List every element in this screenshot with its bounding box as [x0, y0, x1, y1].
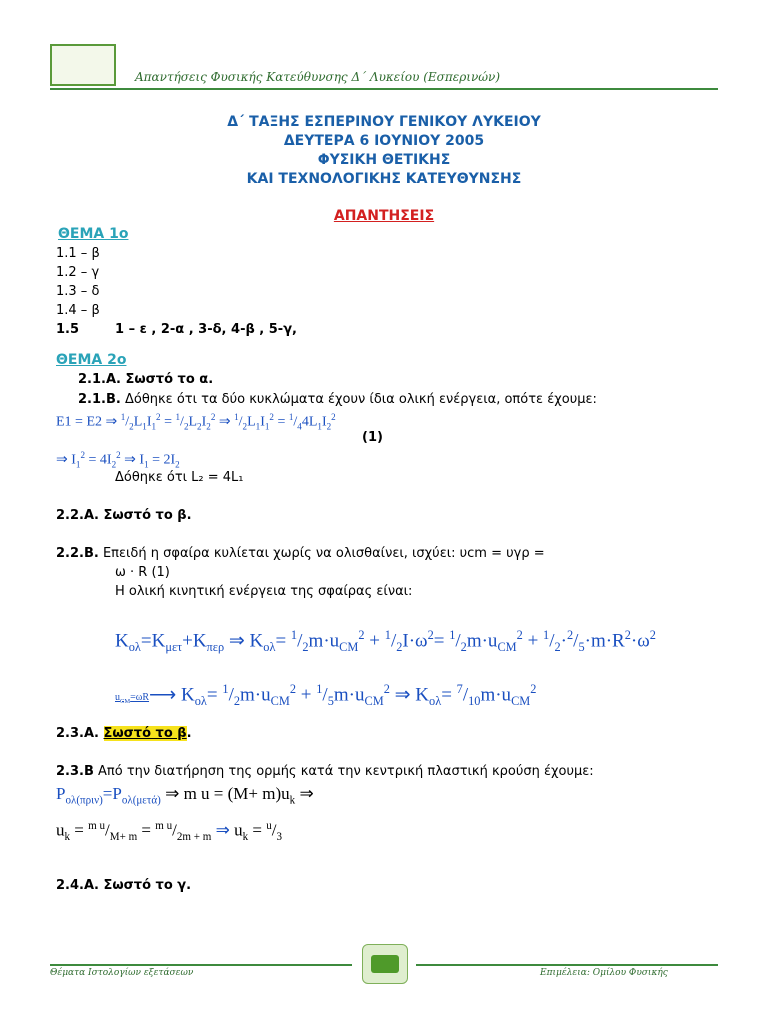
- answer-2-1-b: 2.1.Β. Δόθηκε ότι τα δύο κυκλώματα έχουν ίδια ολική ενέργεια, οπότε έχουμε:: [78, 392, 597, 407]
- given-inductance: Δόθηκε ότι L₂ = 4L₁: [115, 470, 244, 485]
- footer-left-text: Θέματα Ιστολογίων εξετάσεων: [50, 968, 194, 978]
- title-line-3: ΦΥΣΙΚΗ ΘΕΤΙΚΗΣ: [317, 152, 451, 168]
- answers-heading: ΑΠΑΝΤΗΣΕΙΣ: [333, 208, 435, 224]
- rolling-condition: ω · R (1): [115, 565, 170, 580]
- theme1-item: 1.2 – γ: [56, 265, 100, 280]
- title-line-2: ΔΕΥΤΕΡΑ 6 ΙΟΥΝΙΟΥ 2005: [283, 133, 485, 149]
- equation-energy: E1 = E2 ⇒ $^1/_2L_1I_1^2 = ^1/_2L_2I_2^2$ ⇒ $^1/_2L_1I_1^2 = ^1/_44L_1I_2^2$: [56, 412, 336, 432]
- equation-momentum: $P_{o\lambda(\pi\rho\iota\nu)}=P_{o\lambda(\mu\varepsilon\tau ά)}$ ⇒ m $u = (M+ m)u_k$ ⇒: [56, 784, 314, 807]
- theme1-item: 1.3 – δ: [56, 284, 100, 299]
- header-divider: [50, 88, 718, 90]
- equation-currents: ⇒ $I_1^2 = 4I_2^2$ ⇒ $I_1 = 2I_2$: [56, 450, 180, 470]
- header-logo: [50, 44, 116, 86]
- theme1-item5-num: 1.5: [56, 322, 80, 337]
- footer-logo-icon: [362, 944, 408, 984]
- theme1-item5-answers: 1 – ε , 2-α , 3-δ, 4-β , 5-γ,: [115, 322, 297, 337]
- footer-right-text: Επιμέλεια: Ομίλου Φυσικής: [540, 968, 668, 978]
- footer-divider-right: [416, 964, 718, 966]
- theme1-heading: ΘΕΜΑ 1ο: [58, 226, 129, 242]
- theme1-item: 1.1 – β: [56, 246, 100, 261]
- title-line-1: Δ΄ ΤΑΞΗΣ ΕΣΠΕΡΙΝΟΥ ΓΕΝΙΚΟΥ ΛΥΚΕΙΟΥ: [227, 114, 541, 130]
- equation-tag: (1): [362, 430, 383, 445]
- title-line-4: ΚΑΙ ΤΕΧΝΟΛΟΓΙΚΗΣ ΚΑΤΕΥΘΥΝΣΗΣ: [246, 171, 522, 187]
- theme2-heading: ΘΕΜΑ 2ο: [56, 352, 127, 368]
- equation-kinetic-energy: $K_{o\lambda}=K_{\mu\varepsilon\tau}+K_{\pi\varepsilon\rho}$ ⇒ $K_{o\lambda}= ^1/_2m\cdot u_{CM}^2 + ^1/_2I\cdot\omega^2= ^1/_2m\cdot u_{CM}^2 + ^1/_2\cdot^2/_5\cdot m\cdot R^2\cdot\omega^2$: [115, 628, 656, 655]
- answer-2-2-a: 2.2.Α. Σωστό το β.: [56, 508, 192, 523]
- theme1-item: 1.4 – β: [56, 303, 100, 318]
- answer-2-3-b: 2.3.Β Από την διατήρηση της ορμής κατά την κεντρική πλαστική κρούση έχουμε:: [56, 764, 594, 779]
- equation-final-velocity: $u_k = ^{m u}/_{M+ m} = ^{m u}/_{2m + m}$ ⇒ $u_k = ^u/_3$: [56, 820, 283, 844]
- answer-2-1-a: 2.1.Α. Σωστό το α.: [78, 372, 214, 387]
- running-title: Απαντήσεις Φυσικής Κατεύθυνσης Δ΄ Λυκείου (Εσπερινών): [135, 70, 501, 84]
- footer-divider-left: [50, 964, 352, 966]
- answer-2-2-b: 2.2.Β. Επειδή η σφαίρα κυλίεται χωρίς να ολισθαίνει, ισχύει: υcm = υγρ =: [56, 546, 545, 561]
- answer-2-4-a: 2.4.Α. Σωστό το γ.: [56, 878, 192, 893]
- kinetic-energy-intro: Η ολική κινητική ενέργεια της σφαίρας είναι:: [115, 584, 413, 599]
- answer-2-3-a: 2.3.Α. Σωστό το β.: [56, 726, 192, 741]
- equation-kinetic-energy-result: $u_{CM}=\omega R⟶$ $K_{o\lambda}= ^1/_2m\cdot u_{CM}^2 + ^1/_5m\cdot u_{CM}^2$ ⇒ $K_{o\lambda}= ^7/_{10}m\cdot u_{CM}^2$: [115, 682, 537, 709]
